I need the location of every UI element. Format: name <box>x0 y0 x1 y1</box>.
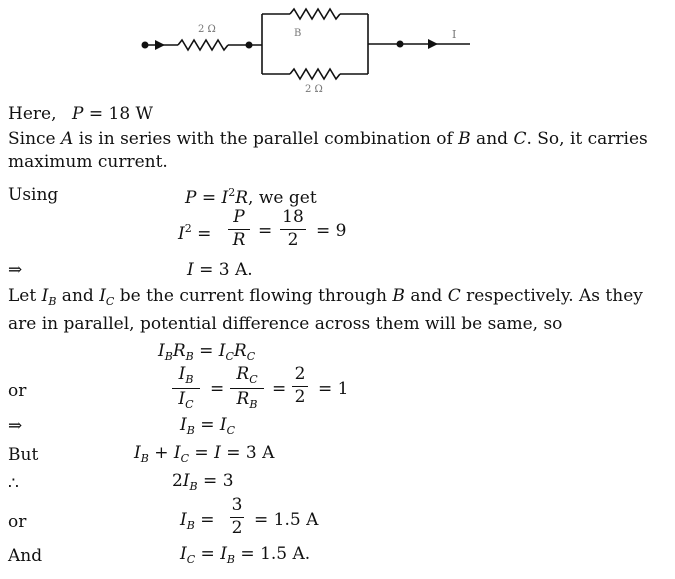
p-over-r-fraction: P R <box>228 209 250 249</box>
using-label: Using <box>8 185 59 205</box>
circuit-diagram <box>0 0 675 100</box>
therefore-symbol: ∴ <box>8 474 19 494</box>
three-over-two-fraction: 3 2 <box>231 495 243 538</box>
current-result: I = 3 A. <box>187 260 253 280</box>
two-ib-equation: $2I_B = 3$ <box>172 471 234 493</box>
current-sum: $I_B + I_C = I = 3$ A <box>134 443 275 465</box>
since-paragraph: Since A is in series with the parallel combination of B and C. So, it carries maximum current. <box>8 129 648 172</box>
ratio-result: = 1 <box>318 379 349 399</box>
ib-equals-ic: $I_B = I_C$ <box>180 415 236 437</box>
but-label: But <box>8 445 39 465</box>
or-label-2: or <box>8 512 27 532</box>
implies-symbol: ⇒ <box>8 260 23 280</box>
resistor-c-label: 2 Ω <box>305 84 323 95</box>
implies-symbol-2: ⇒ <box>8 416 23 436</box>
here-label: Here, <box>8 104 57 124</box>
equals-sign: = <box>258 221 273 241</box>
ratio-equals-2: = <box>272 379 287 399</box>
resistance-ratio-fraction: $R_C$ $R_B$ <box>230 366 264 410</box>
i-squared-lhs: $I^2$ = <box>178 222 212 244</box>
current-label: I <box>452 28 457 41</box>
let-paragraph: Let $I_B$ and $I_C$ be the current flowing through B and C respectively. As they are in parallel, potential difference across them will be same, so <box>8 286 643 334</box>
final-result: $I_C = I_B = 1.5$ A. <box>180 544 311 566</box>
voltage-equality: $I_BR_B = I_CR_C$ <box>158 341 256 363</box>
resistor-b-label: B <box>294 28 302 39</box>
eighteen-over-two-fraction: 18 2 <box>280 209 306 249</box>
ib-result: = 1.5 A <box>254 510 319 530</box>
ib-lhs: $I_B$ = <box>180 510 215 532</box>
current-ratio-fraction: $I_B$ $I_C$ <box>172 366 200 410</box>
ratio-equals-1: = <box>210 379 225 399</box>
i-squared-result: = 9 <box>316 221 347 241</box>
power-value: P = 18 W <box>72 104 154 124</box>
and-label: And <box>8 546 43 566</box>
resistor-a-label: 2 Ω <box>198 24 216 35</box>
power-formula: $P = I^2R$, we get <box>185 186 317 208</box>
two-over-two-fraction: 2 2 <box>292 366 308 406</box>
or-label-1: or <box>8 381 27 401</box>
